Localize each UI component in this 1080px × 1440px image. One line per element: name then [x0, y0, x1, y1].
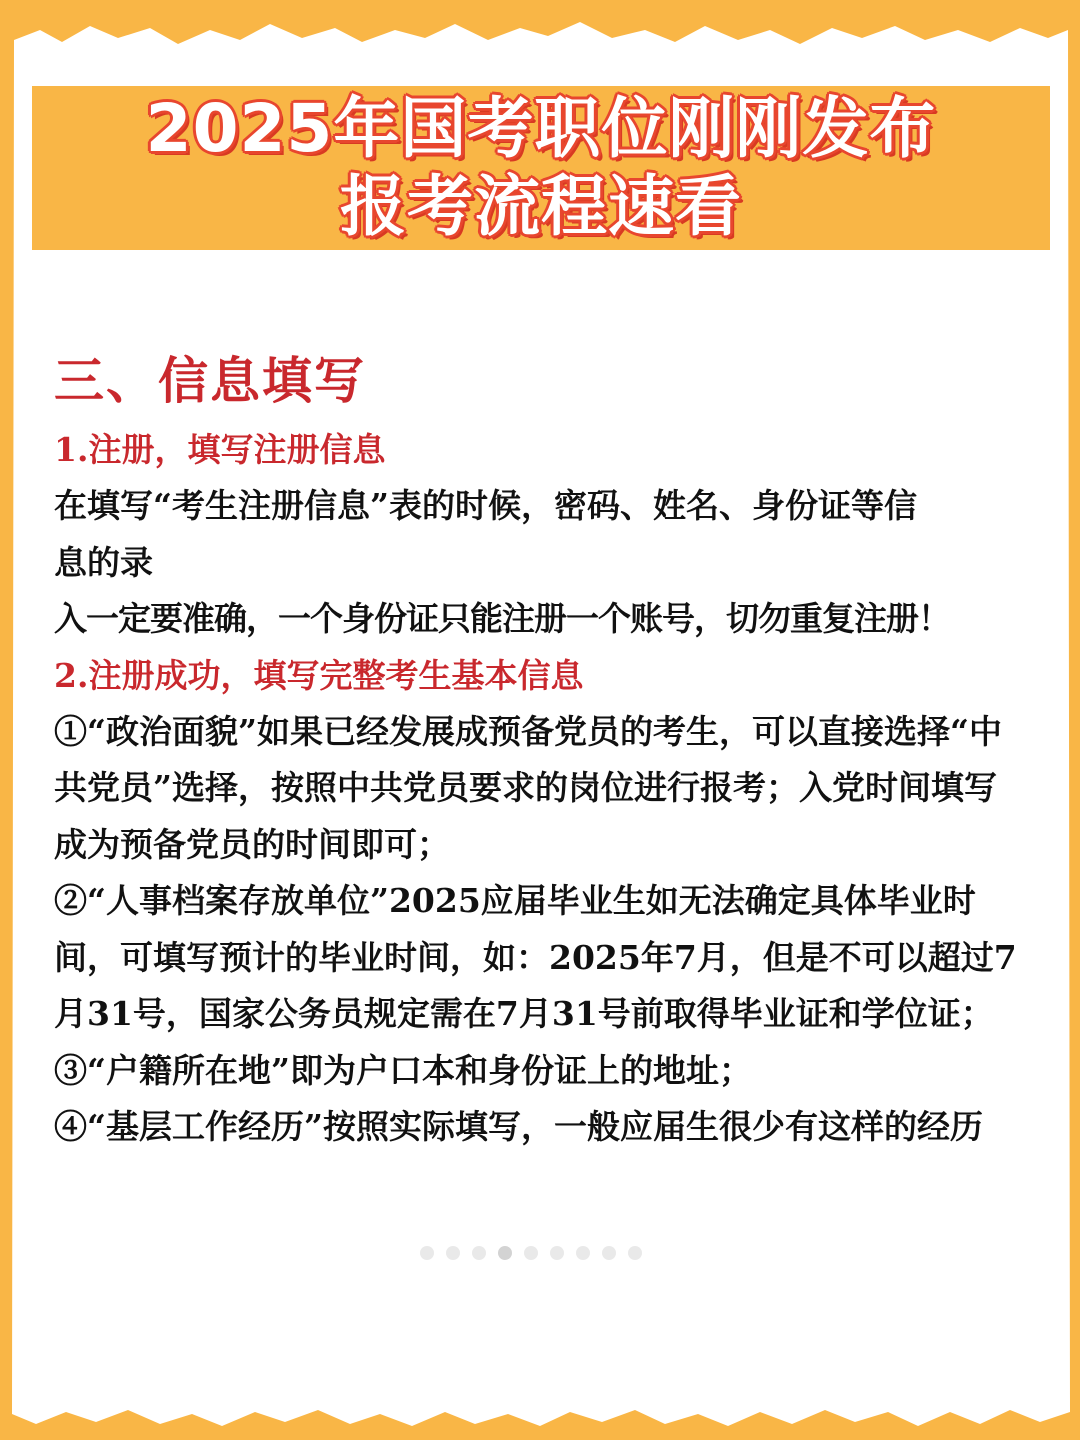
title-banner [32, 86, 1050, 250]
pagination-dot[interactable] [472, 1246, 486, 1260]
step2-item4: ④“基层工作经历”按照实际填写，一般应届生很少有这样的经历 [54, 1107, 983, 1146]
section-title: 三、信息填写 [54, 351, 366, 410]
pagination-dot[interactable] [420, 1246, 434, 1260]
banner-title-line1: 2025年国考职位刚刚发布 [145, 90, 937, 167]
step1-heading: 1.注册，填写注册信息 [54, 430, 386, 469]
article-body [54, 346, 1029, 1156]
pagination-dot[interactable] [602, 1246, 616, 1260]
pagination-dot[interactable] [550, 1246, 564, 1260]
carousel-pagination[interactable] [420, 1246, 642, 1260]
step2-item3: ③“户籍所在地”即为户口本和身份证上的地址； [54, 1050, 752, 1090]
step1-line2: 息的录 [54, 542, 153, 582]
step2-heading: 2.注册成功，填写完整考生基本信息 [54, 655, 584, 695]
banner-title-line2: 报考流程速看 [340, 168, 742, 245]
step2-item1: ①“政治面貌”如果已经发展成预备党员的考生，可以直接选择“中共党员”选择，按照中共党员要求的岗位进行报考；入党时间填写成为预备党员的时间即可； [54, 711, 1002, 864]
pagination-dot[interactable] [628, 1246, 642, 1260]
pagination-dot[interactable] [524, 1246, 538, 1260]
step1-line1: 在填写“考生注册信息”表的时候，密码、姓名、身份证等信 [54, 486, 917, 525]
step2-item2: ②“人事档案存放单位”2025应届毕业生如无法确定具体毕业时间，可填写预计的毕业时间，如：2025年7月，但是不可以超过7月31号，国家公务员规定需在7月31号前取得毕业证和学位证； [54, 881, 1017, 1033]
pagination-dot-active[interactable] [498, 1246, 512, 1260]
pagination-dot[interactable] [576, 1246, 590, 1260]
step1-line3: 入一定要准确，一个身份证只能注册一个账号，切勿重复注册！ [54, 599, 950, 638]
pagination-dot[interactable] [446, 1246, 460, 1260]
